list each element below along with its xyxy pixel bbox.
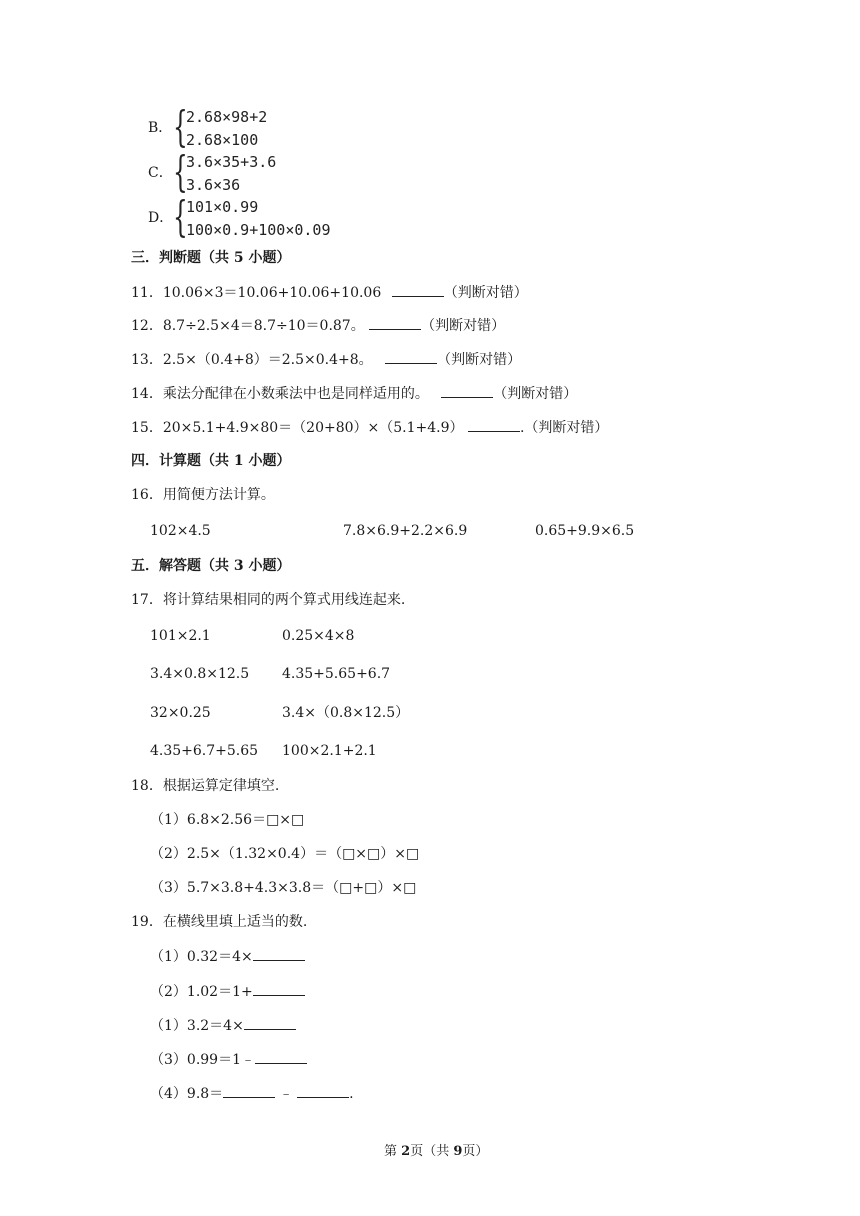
question-suffix: （判断对错） [493,386,578,402]
question-14 [131,383,577,404]
question-text: 用简便方法计算。 [162,487,275,503]
answer-blank[interactable] [297,1083,349,1098]
question-number: 17． [131,592,163,608]
question-suffix: （判断对错） [421,318,506,334]
brace-icon: { [173,147,188,196]
match-right-expr[interactable]: 3.4×（0.8×12.5） [282,705,410,721]
question-number: 16． [131,487,163,503]
question-number: 15． [131,420,163,436]
question-text: 根据运算定律填空. [162,778,280,794]
calc-expr: 0.65+9.9×6.5 [535,523,635,539]
match-left-expr[interactable]: 101×2.1 [150,628,211,644]
question-18 [131,776,279,796]
question-11 [131,282,528,303]
match-left-expr[interactable]: 4.35+6.7+5.65 [150,743,259,759]
question-suffix: .（判断对错） [519,420,609,436]
answer-blank[interactable] [392,282,444,297]
answer-blank[interactable] [385,349,437,364]
fill-item: （2）2.5×（1.32×0.4）＝（□×□）×□ [150,846,420,862]
section-title: 三．判断题（共 5 小题） [131,250,291,266]
footer-text: 页（共 [410,1144,454,1159]
fill-item [150,946,305,967]
fill-item-text: （1）3.2＝4× [150,1018,244,1034]
question-16 [131,485,275,505]
section-title: 五．解答题（共 3 小题） [131,558,291,574]
fill-item [150,1083,354,1104]
match-right-expr[interactable]: 100×2.1+2.1 [282,743,377,759]
question-19 [131,912,307,932]
option-label: B． [148,120,173,136]
answer-blank[interactable] [255,1049,307,1064]
minus-sign: ﹣ [279,1086,294,1102]
option-expr-2: 3.6×36 [186,176,241,194]
question-number: 13． [131,352,163,368]
answer-blank[interactable] [468,417,520,432]
fill-item: （3）5.7×3.8+4.3×3.8＝（□+□）×□ [150,880,417,896]
fill-item [150,1049,307,1070]
question-text: 在横线里填上适当的数. [162,914,308,930]
question-text: 2.5×（0.4+8）＝2.5×0.4+8。 [162,352,373,368]
page-number: 2 [401,1144,411,1159]
answer-blank[interactable] [223,1083,275,1098]
question-suffix: （判断对错） [437,352,522,368]
answer-blank[interactable] [441,383,493,398]
brace-icon: { [173,192,188,241]
fill-item-text: （2）1.02＝1+ [150,984,253,1000]
fill-item: （1）6.8×2.56＝□×□ [150,812,305,828]
option-label: D． [148,210,174,226]
fill-item-text: （4）9.8＝ [150,1086,224,1102]
option-expr-2: 2.68×100 [186,131,259,149]
match-right-expr[interactable]: 0.25×4×8 [282,628,355,644]
option-label: C． [148,165,173,181]
fill-item [150,981,305,1002]
question-text: 20×5.1+4.9×80＝（20+80）×（5.1+4.9） [162,420,464,436]
section-title: 四．计算题（共 1 小题） [131,453,291,469]
question-text: 乘法分配律在小数乘法中也是同样适用的。 [162,386,429,402]
question-number: 11． [131,285,163,301]
match-left-expr[interactable]: 3.4×0.8×12.5 [150,666,250,682]
question-number: 19． [131,914,163,930]
question-text: 将计算结果相同的两个算式用线连起来. [162,592,406,608]
question-12 [131,315,505,336]
option-expr-1: 3.6×35+3.6 [186,153,277,171]
brace-icon: { [173,102,188,151]
question-text: 10.06×3＝10.06+10.06+10.06 [162,285,382,301]
option-expr-1: 101×0.99 [186,198,259,216]
fill-item-text: （3）0.99＝1﹣ [150,1052,255,1068]
period: . [349,1086,354,1102]
match-left-expr[interactable]: 32×0.25 [150,705,211,721]
answer-blank[interactable] [253,981,305,996]
calc-expr: 7.8×6.9+2.2×6.9 [343,523,468,539]
question-number: 18． [131,778,163,794]
fill-item [150,1015,296,1036]
question-13 [131,349,521,370]
question-17 [131,590,405,610]
page-total: 9 [453,1144,463,1159]
answer-blank[interactable] [253,946,305,961]
calc-expr: 102×4.5 [150,523,211,539]
question-number: 14． [131,386,163,402]
question-number: 12． [131,318,163,334]
answer-blank[interactable] [244,1015,296,1030]
footer-text: 第 [384,1144,402,1159]
footer-text: 页） [462,1144,489,1159]
question-text: 8.7÷2.5×4＝8.7÷10＝0.87。 [162,318,365,334]
answer-blank[interactable] [369,315,421,330]
question-15 [131,417,608,438]
option-expr-1: 2.68×98+2 [186,108,268,126]
match-right-expr[interactable]: 4.35+5.65+6.7 [282,666,391,682]
option-expr-2: 100×0.9+100×0.09 [186,221,331,239]
question-suffix: （判断对错） [443,285,528,301]
page-footer [384,1140,488,1159]
fill-item-text: （1）0.32＝4× [150,949,253,965]
